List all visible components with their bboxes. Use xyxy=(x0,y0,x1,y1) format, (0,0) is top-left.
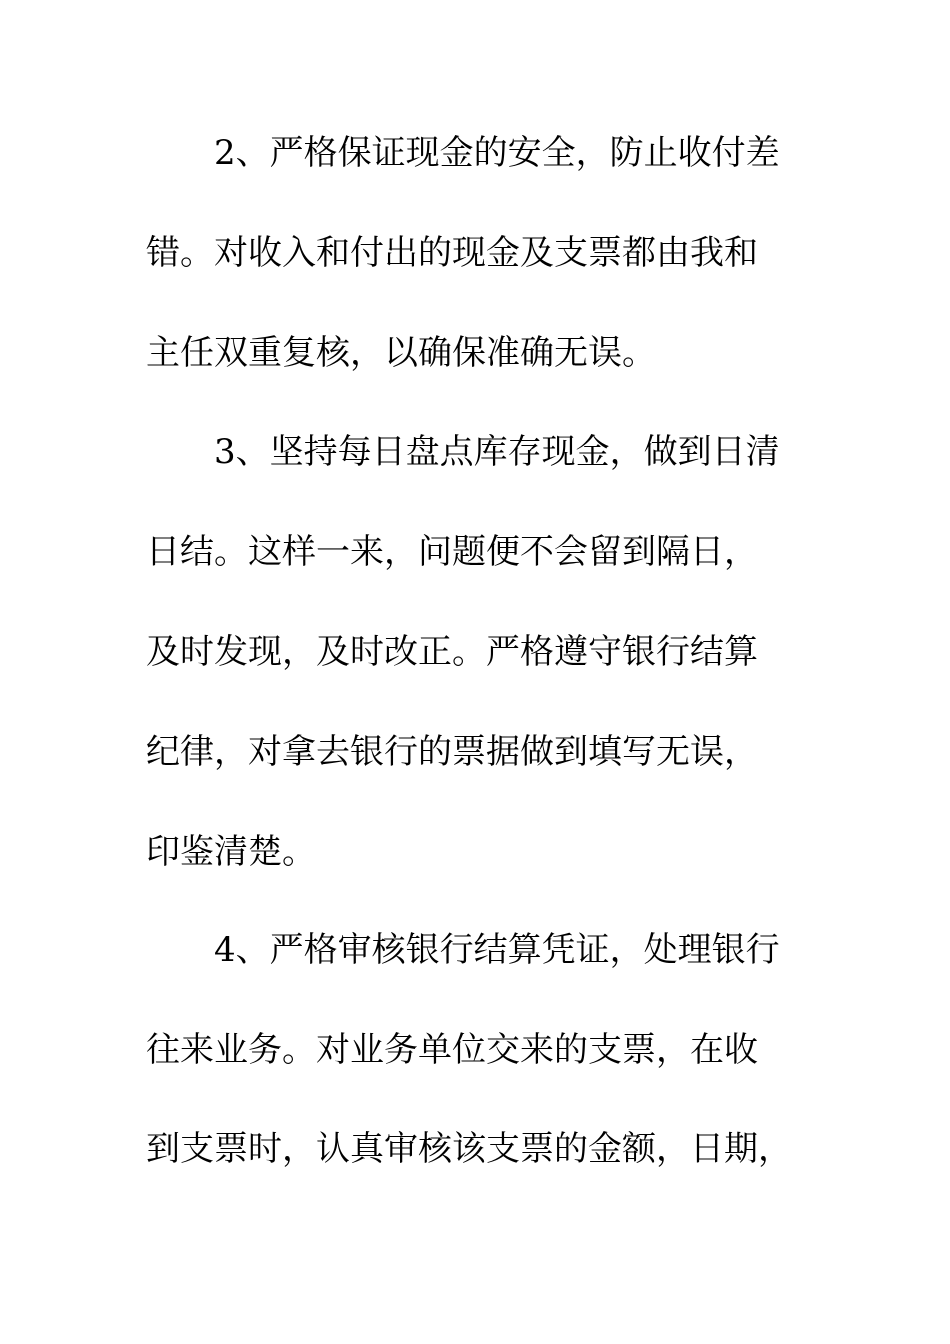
text-line: 错。对收入和付出的现金及支票都由我和 xyxy=(146,233,758,273)
text-line: 日结。这样一来，问题便不会留到隔日， xyxy=(146,532,758,572)
text-line: 主任双重复核，以确保准确无误。 xyxy=(146,333,656,373)
text-line: 纪律，对拿去银行的票据做到填写无误， xyxy=(146,732,758,772)
text-line: 往来业务。对业务单位交来的支票，在收 xyxy=(146,1030,758,1070)
text-line: 3、坚持每日盘点库存现金，做到日清 xyxy=(214,432,780,472)
text-line: 2、严格保证现金的安全，防止收付差 xyxy=(214,133,780,173)
text-line: 到支票时，认真审核该支票的金额，日期， xyxy=(146,1129,792,1169)
text-line: 4、严格审核银行结算凭证，处理银行 xyxy=(214,930,780,970)
text-line: 印鉴清楚。 xyxy=(146,832,316,872)
text-line: 及时发现，及时改正。严格遵守银行结算 xyxy=(146,632,758,672)
